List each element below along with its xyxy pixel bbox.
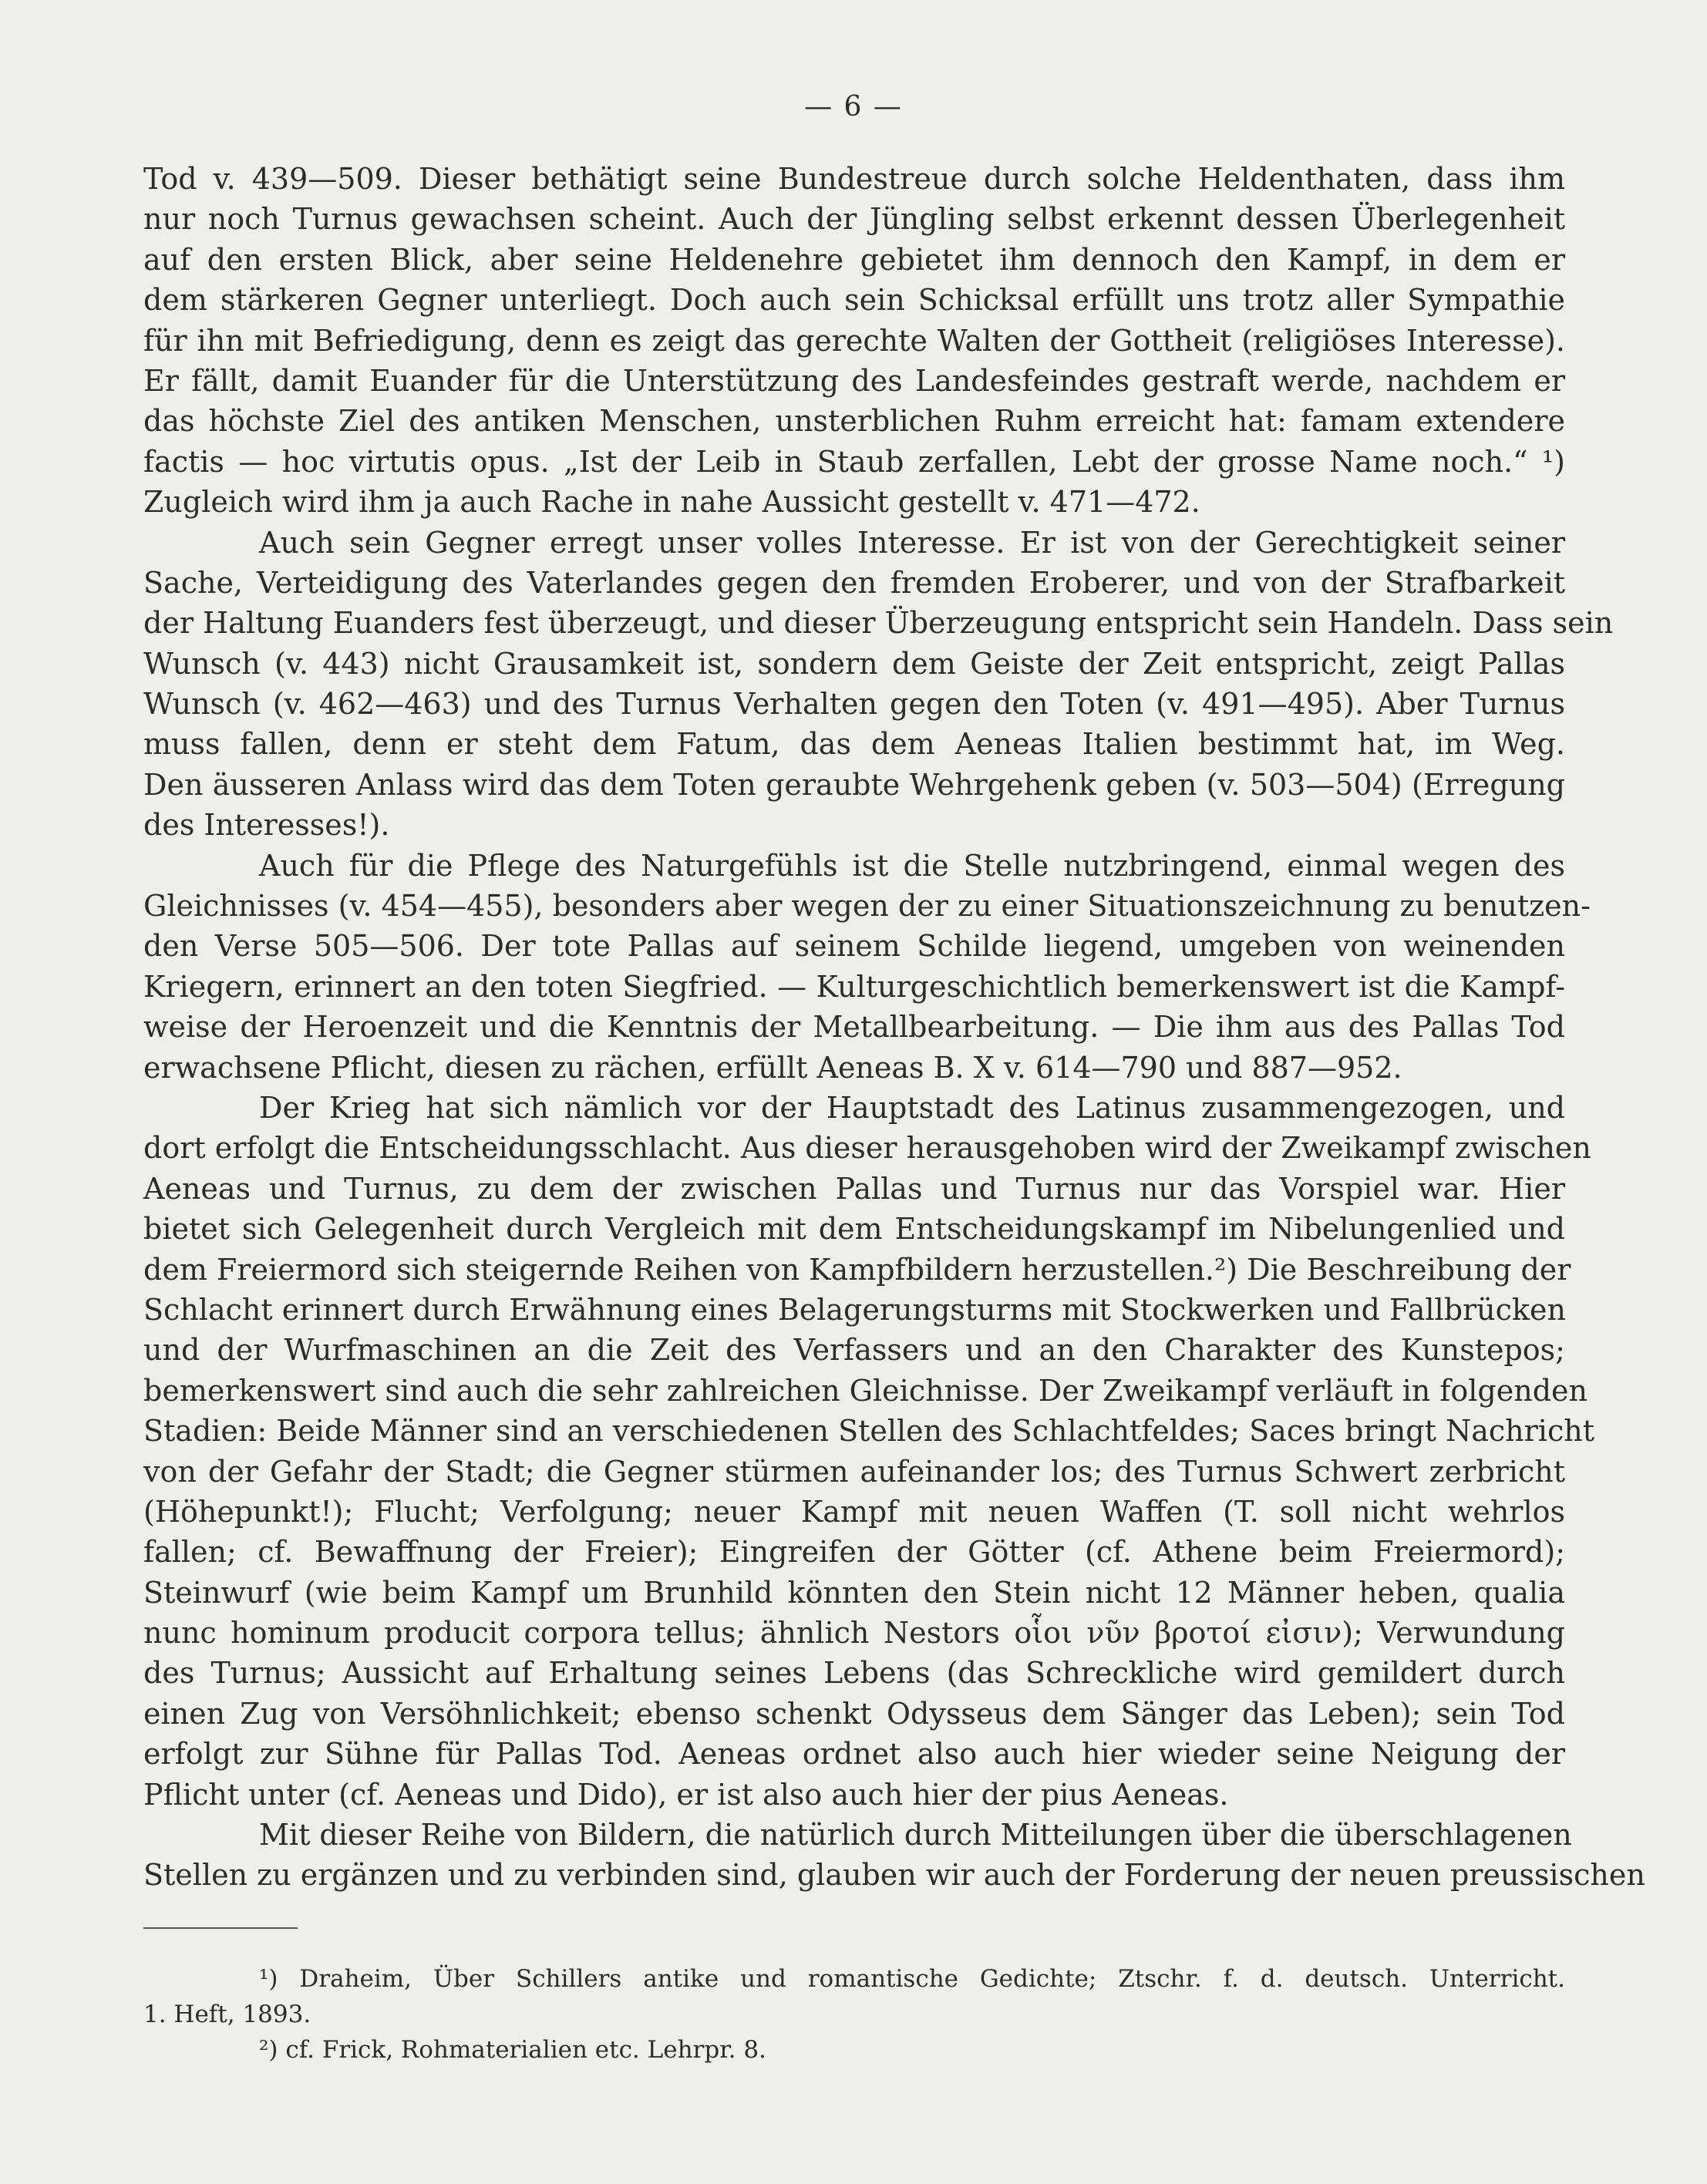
footnote-line: 1. Heft, 1893. (143, 2001, 311, 2028)
text-line: Gleichnisses (v. 454—455), besonders aber wegen der zu einer Situationszeichnung zu benutzen- (143, 889, 1591, 924)
body-text (143, 159, 1645, 1896)
text-line: Sache, Verteidigung des Vaterlandes gegen den fremden Eroberer, und von der Strafbarkeit (143, 565, 1565, 600)
text-line: erwachsene Pflicht, diesen zu rächen, erfüllt Aeneas B. X v. 614—790 und 887—952. (143, 1050, 1402, 1085)
footnote-line: ²) cf. Frick, Rohmaterialien etc. Lehrpr. 8. (259, 2036, 766, 2064)
text-line: Stadien: Beide Männer sind an verschiedenen Stellen des Schlachtfeldes; Saces bringt Nachricht (143, 1414, 1594, 1449)
text-line: dem stärkeren Gegner unterliegt. Doch auch sein Schicksal erfüllt uns trotz aller Sympathie (143, 283, 1565, 318)
text-line: des Interesses!). (143, 808, 390, 843)
text-line: des Turnus; Aussicht auf Erhaltung seines Lebens (das Schreckliche wird gemildert durch (143, 1656, 1565, 1691)
text-line: weise der Heroenzeit und die Kenntnis der Metallbearbeitung. — Die ihm aus des Pallas Tod (143, 1010, 1565, 1045)
text-line: Den äusseren Anlass wird das dem Toten geraubte Wehrgehenk geben (v. 503—504) (Erregung (143, 767, 1565, 802)
text-line: factis — hoc virtutis opus. „Ist der Leib in Staub zerfallen, Lebt der grosse Name noch.“ ¹) (143, 444, 1565, 479)
footnote-separator (143, 1927, 298, 1929)
text-line: bietet sich Gelegenheit durch Vergleich mit dem Entscheidungskampf im Nibelungenlied und (143, 1212, 1565, 1247)
text-line: dort erfolgt die Entscheidungsschlacht. Aus dieser herausgehoben wird der Zweikampf zwischen (143, 1131, 1591, 1166)
text-line: (Höhepunkt!); Flucht; Verfolgung; neuer Kampf mit neuen Waffen (T. soll nicht wehrlos (143, 1494, 1565, 1529)
footnote-line: ¹) Draheim, Über Schillers antike und romantische Gedichte; Ztschr. f. d. deutsch. Unterricht. (259, 1965, 1565, 1993)
text-line: nunc hominum producit corpora tellus; ähnlich Nestors οἷοι νῦν βροτοί εἰσιν); Verwundung (143, 1616, 1565, 1651)
text-line: Zugleich wird ihm ja auch Rache in nahe Aussicht gestellt v. 471—472. (143, 485, 1200, 520)
text-line: Auch für die Pflege des Naturgefühls ist die Stelle nutzbringend, einmal wegen des (259, 848, 1565, 883)
footnotes (143, 1961, 1565, 2068)
text-line: Schlacht erinnert durch Erwähnung eines Belagerungsturms mit Stockwerken und Fallbrücken (143, 1292, 1566, 1327)
text-line: das höchste Ziel des antiken Menschen, unsterblichen Ruhm erreicht hat: famam extendere (143, 404, 1565, 439)
text-line: muss fallen, denn er steht dem Fatum, das dem Aeneas Italien bestimmt hat, im Weg. (143, 727, 1565, 762)
text-line: dem Freiermord sich steigernde Reihen von Kampfbildern herzustellen.²) Die Beschreibung der (143, 1252, 1571, 1287)
text-line: Aeneas und Turnus, zu dem der zwischen Pallas und Turnus nur das Vorspiel war. Hier (143, 1171, 1565, 1206)
text-line: und der Wurfmaschinen an die Zeit des Verfassers und an den Charakter des Kunstepos; (143, 1333, 1565, 1368)
text-line: Pflicht unter (cf. Aeneas und Dido), er ist also auch hier der pius Aeneas. (143, 1777, 1229, 1812)
text-line: einen Zug von Versöhnlichkeit; ebenso schenkt Odysseus dem Sänger das Leben); sein Tod (143, 1696, 1565, 1731)
text-line: auf den ersten Blick, aber seine Heldenehre gebietet ihm dennoch den Kampf, in dem er (143, 242, 1565, 277)
text-line: bemerkenswert sind auch die sehr zahlreichen Gleichnisse. Der Zweikampf verläuft in folgenden (143, 1373, 1588, 1408)
text-line: den Verse 505—506. Der tote Pallas auf seinem Schilde liegend, umgeben von weinenden (143, 929, 1565, 964)
text-line: Steinwurf (wie beim Kampf um Brunhild könnten den Stein nicht 12 Männer heben, qualia (143, 1575, 1565, 1610)
text-line: fallen; cf. Bewaffnung der Freier); Eingreifen der Götter (cf. Athene beim Freiermord); (143, 1535, 1565, 1570)
text-line: von der Gefahr der Stadt; die Gegner stürmen aufeinander los; des Turnus Schwert zerbricht (143, 1454, 1565, 1489)
text-line: nur noch Turnus gewachsen scheint. Auch der Jüngling selbst erkennt dessen Überlegenheit (143, 202, 1565, 237)
text-line: Kriegern, erinnert an den toten Siegfried. — Kulturgeschichtlich bemerkenswert ist die Kampf- (143, 969, 1565, 1004)
text-line: Wunsch (v. 443) nicht Grausamkeit ist, sondern dem Geiste der Zeit entspricht, zeigt Pallas (143, 646, 1565, 681)
text-line: erfolgt zur Sühne für Pallas Tod. Aeneas ordnet also auch hier wieder seine Neigung der (143, 1737, 1565, 1772)
text-line: Auch sein Gegner erregt unser volles Interesse. Er ist von der Gerechtigkeit seiner (259, 525, 1565, 560)
page-number: — 6 — (804, 91, 903, 123)
text-line: Der Krieg hat sich nämlich vor der Hauptstadt des Latinus zusammengezogen, und (259, 1090, 1565, 1125)
text-line: Tod v. 439—509. Dieser bethätigt seine Bundestreue durch solche Heldenthaten, dass ihm (143, 162, 1565, 196)
text-line: Stellen zu ergänzen und zu verbinden sind, glauben wir auch der Forderung der neuen preussischen (143, 1858, 1645, 1893)
text-line: der Haltung Euanders fest überzeugt, und dieser Überzeugung entspricht sein Handeln. Dass sein (143, 606, 1614, 641)
text-line: Mit dieser Reihe von Bildern, die natürlich durch Mitteilungen über die überschlagenen (259, 1818, 1572, 1853)
text-line: Wunsch (v. 462—463) und des Turnus Verhalten gegen den Toten (v. 491—495). Aber Turnus (143, 687, 1565, 722)
text-line: Er fällt, damit Euander für die Unterstützung des Landesfeindes gestraft werde, nachdem er (143, 363, 1565, 398)
text-line: für ihn mit Befriedigung, denn es zeigt das gerechte Walten der Gottheit (religiöses Interesse). (143, 323, 1565, 358)
